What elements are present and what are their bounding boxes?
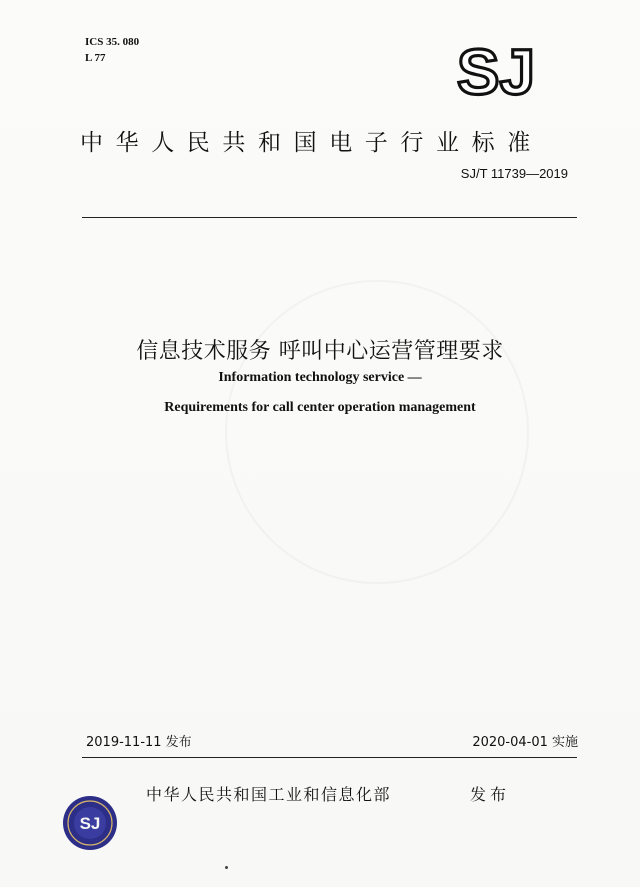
sj-logo-icon [448,40,544,98]
implementation-date: 2020-04-01 实施 [472,735,578,750]
footer-divider [82,757,577,758]
classification-codes [85,34,139,66]
seal-text: SJ [79,814,101,833]
scan-speck [225,866,228,869]
main-title-chinese: 信息技术服务 呼叫中心运营管理要求 [136,339,504,364]
sj-logo-text: SJ [456,40,536,98]
standard-number: SJ/T 11739—2019 [460,166,568,181]
class-code: L 77 [85,52,106,64]
ics-code: ICS 35. 080 [85,36,140,48]
ministry-seal-icon [62,795,118,851]
title-english-line2: Requirements for call center operation management [164,400,476,415]
publish-word: 发布 [470,785,511,804]
title-english-line1: Information technology service — [218,370,422,385]
issue-date: 2019-11-11 发布 [86,735,192,750]
watermark-circle [225,280,529,584]
standard-category-title: 中华人民共和国电子行业标准 [80,130,543,156]
publisher-name: 中华人民共和国工业和信息化部 [146,785,392,804]
header-divider [82,217,577,218]
